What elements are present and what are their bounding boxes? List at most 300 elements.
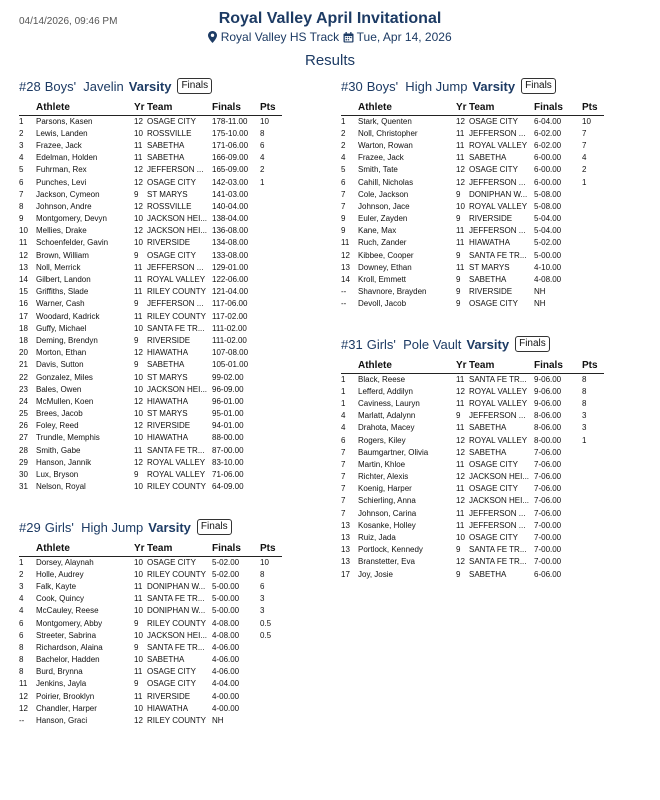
team-cell: OSAGE CITY	[469, 165, 518, 175]
points-cell	[582, 471, 604, 483]
year-cell: 10	[134, 409, 143, 419]
mark-cell: 5-08.00	[534, 189, 562, 199]
year-column-header: Yr	[134, 100, 147, 115]
year-cell: 11	[134, 445, 143, 455]
mark-cell: 129-01.00	[212, 262, 249, 272]
team-cell: ST MARYS	[147, 409, 188, 419]
points-cell: 8	[260, 569, 265, 579]
mark-cell: 64-09.00	[212, 482, 244, 492]
points-cell	[260, 432, 282, 444]
athlete-cell: Johnson, Carina	[358, 508, 417, 518]
mark-cell: 117-06.00	[212, 299, 248, 309]
place-cell: 23	[19, 384, 28, 394]
calendar-icon	[343, 32, 354, 43]
points-cell: 3	[260, 594, 265, 604]
results-table	[19, 100, 282, 493]
points-cell	[260, 347, 282, 359]
place-cell: 13	[341, 545, 350, 555]
table-row	[341, 458, 604, 470]
athlete-column-header: Athlete	[36, 100, 134, 115]
place-cell: 14	[19, 275, 28, 285]
athlete-cell: Morton, Ethan	[36, 348, 87, 358]
place-cell: 13	[341, 262, 350, 272]
place-cell: 8	[19, 642, 24, 652]
place-cell: 12	[19, 703, 28, 713]
table-row	[341, 544, 604, 556]
athlete-cell: Fuhrman, Rex	[36, 165, 87, 175]
mark-cell: 111-02.00	[212, 323, 247, 333]
place-cell: 24	[19, 396, 28, 406]
place-cell: 11	[19, 238, 28, 248]
athlete-cell: Montgomery, Devyn	[36, 214, 107, 224]
athlete-cell: Kibbee, Cooper	[358, 250, 414, 260]
year-cell: 11	[456, 262, 465, 272]
year-cell: 11	[456, 520, 465, 530]
year-cell: 10	[134, 384, 143, 394]
mark-cell: 171-06.00	[212, 140, 249, 150]
table-row	[19, 420, 282, 432]
team-cell: DONIPHAN W...	[147, 606, 206, 616]
athlete-cell: Rogers, Kiley	[358, 435, 406, 445]
mark-cell: 138-04.00	[212, 214, 249, 224]
place-cell: 28	[19, 445, 28, 455]
event-level: Varsity	[466, 336, 510, 352]
points-cell	[260, 690, 282, 702]
athlete-cell: Burd, Brynna	[36, 667, 83, 677]
points-cell	[260, 286, 282, 298]
team-cell: OSAGE CITY	[469, 459, 518, 469]
year-cell: 9	[456, 287, 461, 297]
place-cell: 16	[19, 299, 28, 309]
event-28-boys-javelin	[19, 78, 282, 493]
place-cell: 8	[19, 667, 24, 677]
place-cell: 6	[19, 630, 24, 640]
mark-cell: 7-06.00	[534, 472, 562, 482]
points-cell: 4	[582, 153, 587, 163]
table-row	[19, 456, 282, 468]
year-cell: 11	[456, 459, 465, 469]
place-cell: 1	[341, 386, 346, 396]
table-row	[19, 164, 282, 176]
year-cell: 10	[134, 703, 143, 713]
team-cell: OSAGE CITY	[469, 299, 518, 309]
place-cell: 9	[19, 214, 24, 224]
year-cell: 12	[456, 496, 465, 506]
athlete-cell: Schierling, Anna	[358, 496, 416, 506]
finals-badge: Finals	[515, 336, 550, 352]
points-cell: 10	[260, 116, 269, 126]
place-cell: 5	[341, 165, 346, 175]
table-row	[341, 188, 604, 200]
team-cell: ROYAL VALLEY	[469, 201, 528, 211]
year-cell: 10	[134, 482, 143, 492]
place-cell: 7	[341, 201, 346, 211]
table-row	[19, 605, 282, 617]
table-row	[19, 395, 282, 407]
finals-column-header: Finals	[534, 100, 582, 115]
team-cell: RILEY COUNTY	[147, 311, 206, 321]
place-cell: 7	[341, 472, 346, 482]
team-cell: ROSSVILLE	[147, 201, 192, 211]
table-row	[19, 568, 282, 580]
team-cell: JEFFERSON ...	[469, 411, 526, 421]
year-cell: 12	[134, 165, 143, 175]
points-cell: 6	[260, 140, 265, 150]
team-cell: JACKSON HEI...	[147, 226, 208, 236]
mark-cell: 5-02.00	[212, 557, 240, 567]
mark-cell: 6-02.00	[534, 140, 562, 150]
mark-cell: 4-06.00	[212, 655, 240, 665]
mark-cell: 178-11.00	[212, 116, 248, 126]
finals-column-header: Finals	[212, 100, 260, 115]
athlete-cell: Davis, Sutton	[36, 360, 84, 370]
year-cell: 12	[134, 348, 143, 358]
year-cell: 11	[456, 226, 465, 236]
team-cell: JACKSON HEI...	[147, 214, 208, 224]
place-cell: 3	[19, 581, 24, 591]
points-cell: 3	[260, 606, 265, 616]
team-cell: JACKSON HEI...	[147, 384, 208, 394]
year-cell: 12	[456, 116, 465, 126]
year-cell: 12	[456, 447, 465, 457]
event-name: Girls' High Jump	[44, 519, 144, 535]
place-cell: 6	[341, 435, 346, 445]
points-cell	[260, 249, 282, 261]
year-cell: 9	[134, 299, 139, 309]
place-cell: 4	[341, 153, 346, 163]
mark-cell: 4-08.00	[212, 618, 240, 628]
athlete-cell: Johnson, Andre	[36, 201, 92, 211]
event-header	[341, 78, 604, 94]
mark-cell: 5-00.00	[534, 250, 562, 260]
year-cell: 9	[456, 250, 461, 260]
place-cell: 13	[341, 520, 350, 530]
table-row	[341, 495, 604, 507]
athlete-cell: Devoll, Jacob	[358, 299, 407, 309]
place-cell: 4	[341, 411, 346, 421]
mark-cell: 8-06.00	[534, 411, 562, 421]
mark-cell: 7-00.00	[534, 533, 562, 543]
points-cell	[582, 458, 604, 470]
year-cell: 11	[456, 153, 465, 163]
mark-cell: 6-00.00	[534, 153, 562, 163]
athlete-cell: Ruch, Zander	[358, 238, 407, 248]
team-cell: OSAGE CITY	[469, 533, 518, 543]
table-header-row	[19, 100, 282, 115]
mark-cell: 7-06.00	[534, 508, 562, 518]
place-cell: 27	[19, 433, 28, 443]
team-cell: HIAWATHA	[147, 348, 189, 358]
athlete-cell: Baumgartner, Olivia	[358, 447, 429, 457]
points-cell	[582, 568, 604, 580]
mark-cell: 141-03.00	[212, 189, 249, 199]
mark-cell: 4-06.00	[212, 642, 240, 652]
points-cell: 10	[582, 116, 591, 126]
team-cell: OSAGE CITY	[147, 250, 196, 260]
points-cell: 8	[582, 398, 587, 408]
mark-cell: 99-02.00	[212, 372, 244, 382]
athlete-cell: Deming, Brendyn	[36, 335, 98, 345]
table-row	[19, 444, 282, 456]
athlete-cell: Nelson, Royal	[36, 482, 86, 492]
event-level: Varsity	[128, 78, 172, 94]
mark-cell: NH	[534, 287, 546, 297]
year-cell: 12	[456, 435, 465, 445]
mark-cell: 5-00.00	[212, 581, 240, 591]
event-name: Girls' Pole Vault	[366, 336, 462, 352]
event-number: #31	[341, 336, 363, 352]
meet-venue: Royal Valley HS Track	[220, 30, 340, 44]
meet-date: Tue, Apr 14, 2026	[356, 30, 452, 44]
year-cell: 9	[134, 250, 139, 260]
place-cell: 20	[19, 348, 28, 358]
team-cell: SABETHA	[469, 447, 507, 457]
athlete-cell: Holle, Audrey	[36, 569, 84, 579]
table-row	[19, 383, 282, 395]
table-row	[19, 432, 282, 444]
points-cell	[260, 310, 282, 322]
athlete-cell: Kroll, Emmett	[358, 275, 407, 285]
points-cell	[582, 286, 604, 298]
table-row	[341, 422, 604, 434]
mark-cell: 6-00.00	[534, 177, 562, 187]
team-cell: SABETHA	[147, 140, 185, 150]
place-cell: 14	[341, 275, 350, 285]
points-cell	[260, 261, 282, 273]
team-cell: RIVERSIDE	[147, 335, 191, 345]
points-cell	[582, 556, 604, 568]
points-cell	[582, 519, 604, 531]
athlete-cell: Smith, Gabe	[36, 445, 81, 455]
place-cell: 29	[19, 457, 28, 467]
year-cell: 9	[456, 569, 461, 579]
year-column-header: Yr	[456, 358, 469, 373]
table-row	[341, 446, 604, 458]
year-cell: 12	[134, 226, 143, 236]
table-row	[19, 188, 282, 200]
athlete-cell: Brees, Jacob	[36, 409, 83, 419]
place-cell: 7	[341, 189, 346, 199]
place-cell: 6	[19, 177, 24, 187]
table-row	[19, 225, 282, 237]
place-cell: 1	[341, 398, 346, 408]
place-cell: 7	[341, 496, 346, 506]
athlete-column-header: Athlete	[36, 541, 134, 556]
points-cell	[260, 468, 282, 480]
mark-cell: 142-03.00	[212, 177, 249, 187]
table-row	[341, 298, 604, 310]
points-cell	[260, 702, 282, 714]
year-cell: 12	[134, 421, 143, 431]
location-pin-icon	[208, 31, 217, 43]
event-header	[341, 336, 604, 352]
table-row	[19, 481, 282, 493]
points-cell	[260, 408, 282, 420]
points-cell	[582, 544, 604, 556]
team-cell: ROYAL VALLEY	[147, 457, 206, 467]
athlete-cell: Chandler, Harper	[36, 703, 97, 713]
mark-cell: 6-02.00	[534, 128, 562, 138]
athlete-cell: Guffy, Michael	[36, 323, 87, 333]
team-cell: ROYAL VALLEY	[469, 435, 528, 445]
points-cell: 8	[260, 128, 265, 138]
team-cell: SANTA FE TR...	[469, 557, 527, 567]
team-cell: SABETHA	[469, 569, 507, 579]
points-cell: 1	[582, 435, 587, 445]
team-cell: ROYAL VALLEY	[147, 470, 206, 480]
athlete-cell: Hanson, Graci	[36, 716, 88, 726]
year-cell: 10	[134, 323, 143, 333]
mark-cell: 7-06.00	[534, 459, 562, 469]
table-row	[19, 593, 282, 605]
mark-cell: 140-04.00	[212, 201, 249, 211]
team-cell: ROYAL VALLEY	[469, 386, 528, 396]
table-header-row	[19, 541, 282, 556]
year-cell: 12	[134, 177, 143, 187]
team-cell: SANTA FE TR...	[469, 250, 527, 260]
points-cell: 3	[582, 423, 587, 433]
team-cell: JEFFERSON ...	[147, 262, 204, 272]
place-column-header	[341, 100, 358, 115]
table-row	[19, 127, 282, 139]
mark-cell: 7-06.00	[534, 447, 562, 457]
team-cell: DONIPHAN W...	[147, 581, 206, 591]
points-cell: 0.5	[260, 630, 272, 640]
points-cell: 2	[260, 165, 265, 175]
mark-cell: 5-02.00	[534, 238, 562, 248]
team-cell: SABETHA	[469, 275, 507, 285]
athlete-cell: Richardson, Alaina	[36, 642, 103, 652]
athlete-cell: Gilbert, Landon	[36, 275, 91, 285]
athlete-cell: Downey, Ethan	[358, 262, 412, 272]
athlete-cell: Lefferd, Addilyn	[358, 386, 414, 396]
athlete-cell: Branstetter, Eva	[358, 557, 415, 567]
place-cell: 3	[19, 140, 24, 150]
place-cell: 17	[19, 311, 28, 321]
mark-cell: 7-00.00	[534, 545, 562, 555]
year-cell: 10	[134, 606, 143, 616]
team-cell: ROYAL VALLEY	[469, 140, 528, 150]
athlete-cell: Johnson, Jace	[358, 201, 410, 211]
athlete-cell: Bachelor, Hadden	[36, 655, 100, 665]
place-cell: --	[19, 716, 25, 726]
points-cell	[260, 200, 282, 212]
table-row	[341, 507, 604, 519]
mark-cell: 165-09.00	[212, 165, 249, 175]
team-cell: RILEY COUNTY	[147, 618, 206, 628]
team-cell: SANTA FE TR...	[469, 374, 527, 384]
place-cell: 2	[19, 128, 24, 138]
team-cell: DONIPHAN W...	[469, 189, 528, 199]
table-row	[341, 115, 604, 127]
points-cell	[260, 383, 282, 395]
table-header-row	[341, 358, 604, 373]
year-cell: 11	[134, 153, 143, 163]
event-header	[19, 519, 282, 535]
points-cell: 7	[582, 128, 587, 138]
athlete-cell: Ruiz, Jada	[358, 533, 396, 543]
athlete-cell: Caviness, Lauryn	[358, 398, 420, 408]
athlete-cell: Cole, Jackson	[358, 189, 409, 199]
athlete-cell: Griffiths, Slade	[36, 287, 89, 297]
year-cell: 12	[134, 457, 143, 467]
mark-cell: 4-08.00	[534, 275, 562, 285]
points-cell	[260, 395, 282, 407]
team-cell: ROYAL VALLEY	[147, 275, 206, 285]
mark-cell: 121-04.00	[212, 287, 249, 297]
athlete-cell: Dorsey, Alaynah	[36, 557, 94, 567]
points-cell	[260, 654, 282, 666]
team-cell: JEFFERSON ...	[147, 299, 204, 309]
team-cell: ROYAL VALLEY	[469, 398, 528, 408]
mark-cell: 4-00.00	[212, 703, 240, 713]
year-cell: 11	[456, 484, 465, 494]
mark-cell: NH	[534, 299, 546, 309]
table-row	[341, 261, 604, 273]
place-cell: 9	[341, 226, 346, 236]
table-row	[341, 200, 604, 212]
table-row	[341, 373, 604, 385]
points-cell	[582, 531, 604, 543]
table-header-row	[341, 100, 604, 115]
team-cell: RIVERSIDE	[469, 214, 513, 224]
table-row	[341, 127, 604, 139]
table-row	[341, 286, 604, 298]
mark-cell: 9-06.00	[534, 374, 562, 384]
team-cell: OSAGE CITY	[469, 116, 518, 126]
points-cell	[260, 371, 282, 383]
athlete-cell: Foley, Reed	[36, 421, 79, 431]
mark-cell: 8-00.00	[534, 435, 562, 445]
event-number: #29	[19, 519, 41, 535]
points-cell	[582, 225, 604, 237]
table-row	[341, 434, 604, 446]
points-cell: 10	[260, 557, 269, 567]
table-row	[341, 237, 604, 249]
year-cell: 11	[134, 287, 143, 297]
points-cell	[260, 334, 282, 346]
mark-cell: 133-08.00	[212, 250, 249, 260]
points-cell: 8	[582, 386, 587, 396]
points-cell	[260, 237, 282, 249]
mark-cell: 5-02.00	[212, 569, 240, 579]
team-cell: JACKSON HEI...	[469, 496, 530, 506]
athlete-cell: Woodard, Kadrick	[36, 311, 100, 321]
table-row	[19, 654, 282, 666]
table-row	[19, 702, 282, 714]
year-cell: 10	[134, 433, 143, 443]
table-row	[19, 322, 282, 334]
place-cell: 4	[19, 606, 24, 616]
points-cell: 1	[582, 177, 587, 187]
year-cell: 9	[456, 275, 461, 285]
points-cell	[260, 678, 282, 690]
place-cell: 11	[341, 238, 350, 248]
table-row	[19, 714, 282, 726]
year-cell: 10	[134, 630, 143, 640]
place-cell: 13	[341, 533, 350, 543]
athlete-cell: Stark, Quenten	[358, 116, 412, 126]
team-cell: OSAGE CITY	[147, 557, 196, 567]
athlete-cell: Montgomery, Abby	[36, 618, 103, 628]
team-cell: OSAGE CITY	[147, 679, 196, 689]
table-row	[19, 371, 282, 383]
place-cell: 12	[341, 250, 350, 260]
year-cell: 11	[456, 423, 465, 433]
year-cell: 12	[134, 116, 143, 126]
team-cell: OSAGE CITY	[147, 667, 196, 677]
athlete-column-header: Athlete	[358, 358, 456, 373]
